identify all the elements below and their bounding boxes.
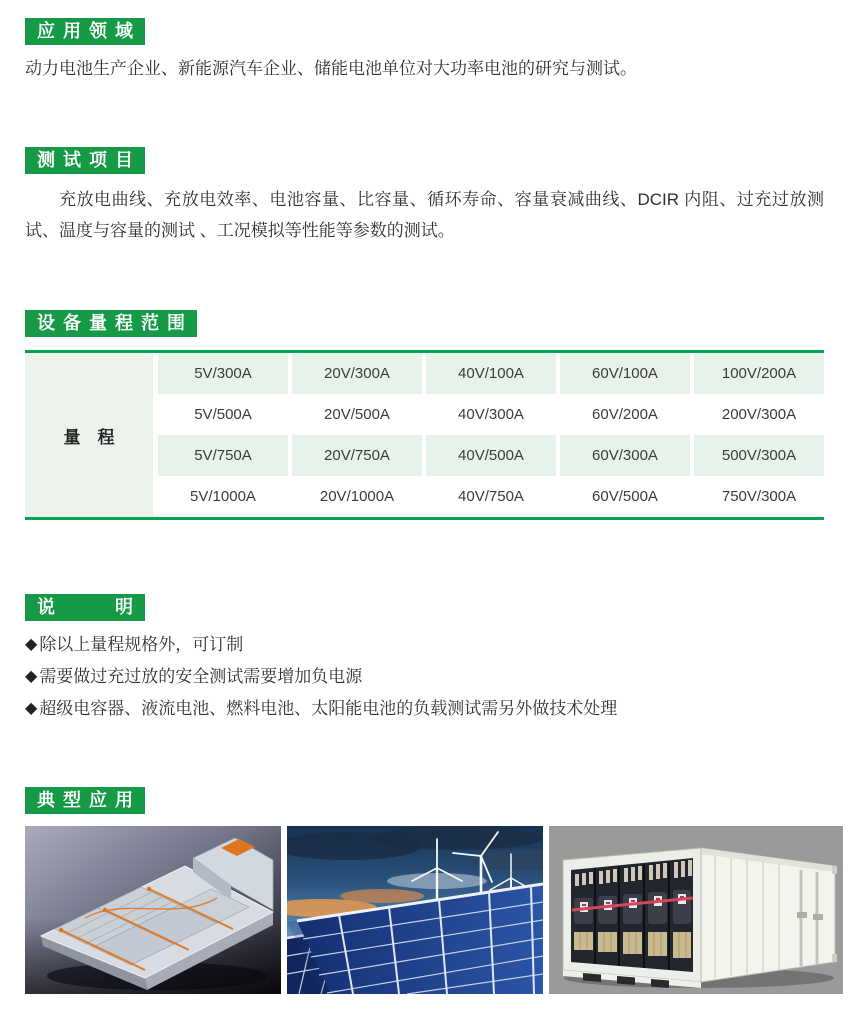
range-cell: 40V/500A [426, 435, 556, 476]
range-cell: 100V/200A [694, 353, 824, 394]
range-cell: 60V/200A [592, 406, 658, 423]
section-application [25, 18, 824, 84]
range-cell: 40V/100A [426, 353, 556, 394]
notes-list [25, 635, 824, 719]
diamond-bullet-icon: ◆ [25, 668, 38, 685]
range-cell: 60V/300A [560, 435, 690, 476]
range-table [25, 350, 824, 520]
range-row-label: 量 程 [25, 353, 153, 517]
range-cell: 20V/300A [292, 353, 422, 394]
typical-applications-section-badge: 典型应用 [25, 787, 145, 814]
range-cell: 40V/300A [458, 406, 524, 423]
section-notes [25, 594, 824, 731]
range-section-badge: 设备量程范围 [25, 310, 197, 337]
solar-wind-farm-photo [287, 826, 543, 994]
range-cell: 500V/300A [694, 435, 824, 476]
container-energy-storage-photo [549, 826, 843, 994]
range-cell: 20V/1000A [319, 488, 395, 505]
note-item [25, 699, 824, 719]
note-text: 除以上量程规格外，可订制 [39, 635, 244, 654]
range-cell: 20V/500A [324, 406, 390, 423]
range-cell: 750V/300A [721, 488, 797, 505]
notes-section-badge: 说 明 [25, 594, 145, 621]
range-cell: 200V/300A [721, 406, 797, 423]
application-section-badge: 应用领域 [25, 18, 145, 45]
range-cell: 60V/500A [592, 488, 658, 505]
range-cell: 60V/100A [560, 353, 690, 394]
range-cell: 40V/750A [458, 488, 524, 505]
application-body-text: 动力电池生产企业、新能源汽车企业、储能电池单位对大功率电池的研究与测试。 [25, 59, 637, 78]
note-text: 需要做过充过放的安全测试需要增加负电源 [39, 667, 363, 686]
section-typical-applications [25, 787, 843, 994]
range-cell: 5V/750A [158, 435, 288, 476]
range-cell: 5V/300A [158, 353, 288, 394]
note-text: 超级电容器、液流电池、燃料电池、太阳能电池的负载测试需另外做技术处理 [39, 699, 618, 718]
section-range [25, 310, 824, 520]
diamond-bullet-icon: ◆ [25, 700, 38, 717]
diamond-bullet-icon: ◆ [25, 636, 38, 653]
test-items-body-text: 充放电曲线、充放电效率、电池容量、比容量、循环寿命、容量衰减曲线、DCIR 内阻、过充过放测试、温度与容量的测试 、工况模拟等性能等参数的测试。 [25, 190, 824, 240]
range-cell: 5V/1000A [190, 488, 256, 505]
test-items-section-badge: 测试项目 [25, 147, 145, 174]
note-item [25, 667, 824, 687]
note-item [25, 635, 824, 655]
section-test-items [25, 147, 824, 246]
range-cell: 20V/750A [292, 435, 422, 476]
range-grid [158, 353, 824, 517]
ev-battery-pack-photo [25, 826, 281, 994]
typical-application-photos [25, 826, 843, 994]
range-cell: 5V/500A [194, 406, 252, 423]
